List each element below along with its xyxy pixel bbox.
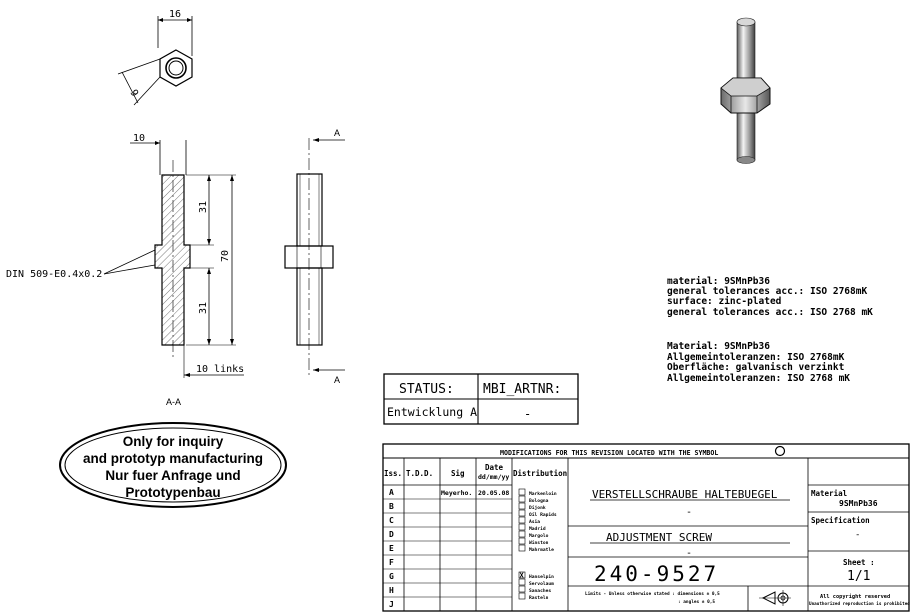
col-iss: Iss. bbox=[384, 469, 403, 478]
stamp-line-3: Nur fuer Anfrage und bbox=[105, 468, 241, 483]
note-en-1: material: 9SMnPb36 bbox=[667, 276, 770, 287]
dist-label: Oil Rapids bbox=[529, 513, 557, 518]
section-view bbox=[6, 133, 244, 407]
row-iss-f: F bbox=[389, 558, 394, 567]
projection-symbol-icon bbox=[759, 590, 791, 606]
dist-label: Sanaches bbox=[529, 589, 552, 594]
dist-label: Dijonk bbox=[529, 506, 546, 511]
dist-label: Mahrmatle bbox=[529, 548, 554, 553]
din-callout: DIN 509-E0.4x0.2 bbox=[6, 269, 103, 280]
col-sig: Sig bbox=[451, 469, 465, 478]
dist-label: Margolo bbox=[529, 534, 549, 539]
part-number: 240-9527 bbox=[594, 562, 720, 586]
iso-render bbox=[721, 18, 770, 164]
note-en-4: general tolerances acc.: ISO 2768 mK bbox=[667, 307, 873, 318]
copyright-line-1: All copyright reserved bbox=[820, 594, 891, 600]
status-value: Entwicklung A bbox=[387, 405, 478, 419]
row-iss-h: H bbox=[389, 586, 394, 595]
dist-label: Winston bbox=[529, 541, 549, 546]
col-distribution: Distribution bbox=[513, 469, 568, 478]
distribution-list bbox=[519, 489, 557, 601]
dim-height: 9 bbox=[127, 88, 140, 99]
notes-english bbox=[667, 276, 873, 318]
artnr-label: MBI_ARTNR: bbox=[483, 382, 562, 397]
title-dash-2: - bbox=[686, 548, 693, 559]
title-dash-1: - bbox=[686, 507, 693, 518]
section-label: A-A bbox=[166, 397, 182, 407]
dist-label: Markenloin bbox=[529, 492, 557, 497]
artnr-value: - bbox=[524, 407, 532, 421]
row-a-date: 20.05.08 bbox=[478, 489, 510, 497]
stamp-line-4: Prototypenbau bbox=[125, 485, 221, 500]
revision-symbol-icon bbox=[776, 447, 785, 456]
row-iss-b: B bbox=[389, 502, 394, 511]
material-value: 9SMnPb36 bbox=[839, 499, 878, 508]
spec-value: - bbox=[855, 530, 861, 540]
note-de-1: Material: 9SMnPb36 bbox=[667, 341, 770, 352]
stamp-line-2: and prototyp manufacturing bbox=[83, 451, 263, 466]
limits-line-2: : angles ± 0,5 bbox=[678, 600, 716, 605]
title-block bbox=[383, 444, 910, 611]
status-label: STATUS: bbox=[399, 382, 454, 397]
stamp-line-1: Only for inquiry bbox=[122, 434, 224, 449]
dist-label: Madrid bbox=[529, 527, 546, 532]
dim-lower-length: 31 bbox=[198, 301, 209, 314]
note-en-2: general tolerances acc.: ISO 2768mK bbox=[667, 286, 868, 297]
dist-label: Rasteln bbox=[529, 596, 549, 601]
material-label: Material bbox=[811, 489, 848, 498]
dim-across-flats: 16 bbox=[169, 9, 182, 20]
note-de-3: Oberfläche: galvanisch verzinkt bbox=[667, 362, 845, 373]
sheet-label: Sheet : bbox=[843, 558, 875, 567]
title-german: VERSTELLSCHRAUBE HALTEBUEGEL bbox=[592, 488, 778, 501]
dist-label: Hanselpin bbox=[529, 575, 554, 580]
title-english: ADJUSTMENT SCREW bbox=[606, 531, 712, 544]
col-tdd: T.D.D. bbox=[406, 469, 434, 478]
col-date: Date bbox=[485, 463, 504, 472]
note-en-3: surface: zinc-plated bbox=[667, 296, 782, 307]
note-de-2: Allgemeintoleranzen: ISO 2768mK bbox=[667, 352, 845, 363]
row-iss-g: G bbox=[389, 572, 394, 581]
notes-german bbox=[667, 341, 850, 384]
dim-upper-length: 31 bbox=[198, 200, 209, 213]
dim-hex-width: 10 bbox=[133, 133, 146, 144]
copyright-line-2: Unauthorized reproduction is prohibited bbox=[809, 602, 910, 607]
row-iss-j: J bbox=[389, 600, 394, 609]
dist-label: Bologna bbox=[529, 499, 549, 504]
thread-note: 10 links bbox=[196, 364, 245, 375]
side-view bbox=[285, 128, 345, 385]
sheet-value: 1/1 bbox=[847, 569, 871, 584]
dim-total-length: 70 bbox=[220, 249, 231, 262]
row-iss-e: E bbox=[389, 544, 394, 553]
limits-line-1: Limits - Unless otherwise stated : dimensions ± 0,5 bbox=[585, 592, 720, 597]
dist-label: Asia bbox=[529, 520, 541, 525]
note-de-4: Allgemeintoleranzen: ISO 2768 mK bbox=[667, 373, 851, 384]
inquiry-stamp bbox=[60, 423, 286, 507]
status-box bbox=[384, 374, 578, 424]
cut-mark-top: A bbox=[334, 128, 341, 138]
top-view-hexagon bbox=[118, 9, 192, 105]
col-date-format: dd/mm/yy bbox=[478, 473, 510, 481]
revision-header: MODIFICATIONS FOR THIS REVISION LOCATED WITH THE SYMBOL bbox=[500, 449, 719, 457]
spec-label: Specification bbox=[811, 516, 870, 525]
row-iss-c: C bbox=[389, 516, 394, 525]
cut-mark-bottom: A bbox=[334, 375, 341, 385]
row-iss-a: A bbox=[389, 488, 394, 497]
row-iss-d: D bbox=[389, 530, 394, 539]
dist-label: Servolaum bbox=[529, 582, 554, 587]
dist-check-mark: X bbox=[519, 571, 524, 580]
row-a-sig: Meyerho. bbox=[441, 489, 473, 497]
